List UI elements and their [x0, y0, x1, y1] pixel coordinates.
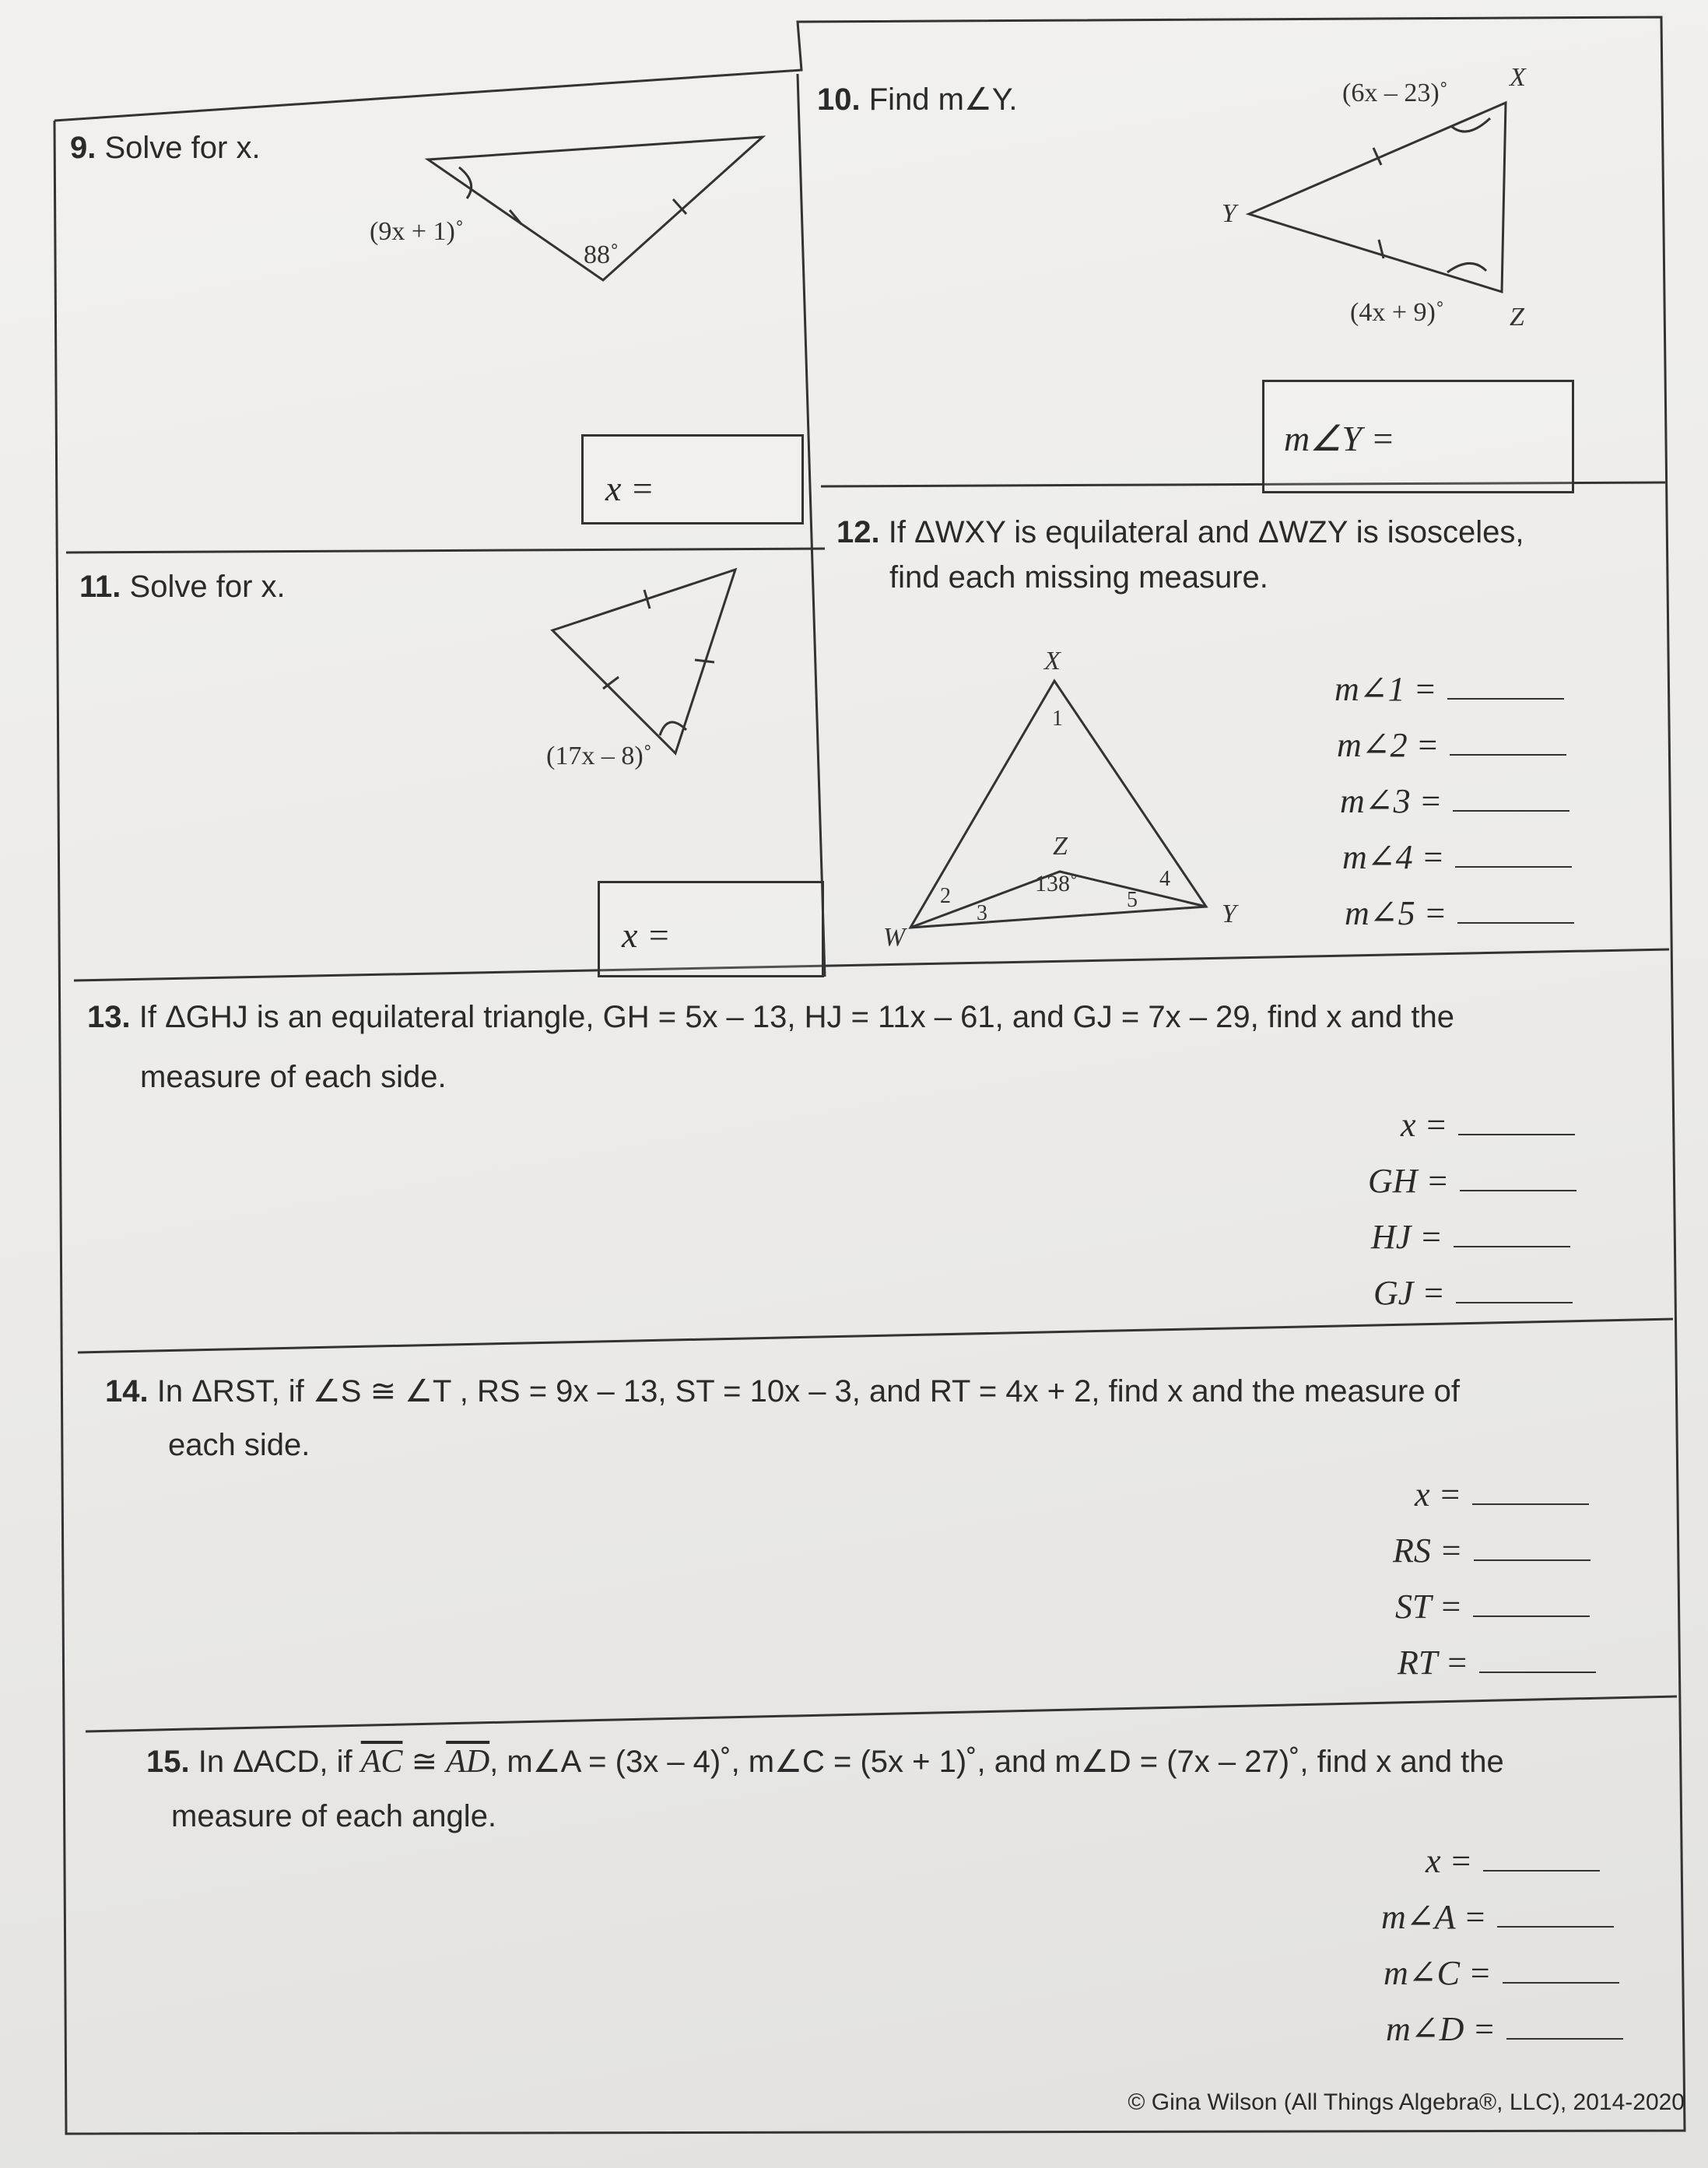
q11-answer-label: x = [622, 915, 671, 955]
q12-answer-1[interactable] [1334, 669, 1564, 709]
q12-answer-5[interactable] [1345, 893, 1574, 933]
q12-triangle-diagram [879, 638, 1253, 957]
q15-congruent: ≅ [411, 1745, 438, 1779]
q14-answer-rs-blank[interactable] [1474, 1552, 1591, 1561]
q12-answer-4[interactable] [1342, 837, 1572, 877]
q14-answer-rs-label: RS = [1393, 1531, 1463, 1570]
q15-answer-c-blank[interactable] [1503, 1974, 1619, 1984]
q10-prompt: Find m∠Y. [868, 82, 1018, 117]
q10-arc-bottom [1447, 263, 1486, 272]
q13-answer-gj-label: GJ = [1373, 1274, 1445, 1312]
q12-answer-1-blank[interactable] [1447, 690, 1564, 700]
q12-answer-3-blank[interactable] [1453, 802, 1569, 812]
q12-vertex-x: X [1044, 647, 1061, 675]
q11-tick-right [695, 660, 714, 662]
q11-triangle-diagram [537, 560, 763, 778]
q14-number: 14. [105, 1374, 149, 1408]
q9-answer-label: x = [605, 468, 654, 508]
q10-vertex-x: X [1510, 63, 1526, 92]
q10-triangle-diagram [1214, 62, 1541, 335]
q14-answer-st[interactable] [1395, 1587, 1590, 1626]
q14-answer-x-label: x = [1415, 1475, 1462, 1514]
q12-angle-3: 3 [977, 901, 987, 925]
q15-answer-c-label: m∠C = [1384, 1954, 1492, 1992]
q11-angle-label: (17x – 8)˚ [546, 742, 652, 770]
q14-answer-x[interactable] [1415, 1475, 1589, 1514]
q14-prompt-line1: In ΔRST, if ∠S ≅ ∠T , RS = 9x – 13, ST = 10x – 3, and RT = 4x + 2, find x and the measure of [156, 1374, 1461, 1408]
divider-row3 [78, 1319, 1673, 1352]
q13-answer-gh[interactable] [1368, 1161, 1576, 1201]
q15-answer-x-blank[interactable] [1483, 1862, 1600, 1872]
q10-angle-top: (6x – 23)˚ [1342, 79, 1448, 107]
divider-row2 [74, 949, 1669, 981]
q11-answer-box[interactable] [598, 881, 824, 977]
q9-triangle-diagram [327, 125, 794, 311]
q13-prompt-line2: measure of each side. [140, 1060, 447, 1094]
q15-answer-a-label: m∠A = [1381, 1898, 1487, 1936]
q13-answer-gj[interactable] [1373, 1273, 1573, 1313]
q12-number: 12. [836, 515, 880, 549]
q12-vertex-w: W [883, 923, 906, 952]
q13-prompt-line1-wrap [87, 1000, 1454, 1035]
q15-answer-x-label: x = [1426, 1842, 1473, 1880]
q13-answer-x-label: x = [1401, 1106, 1448, 1144]
q13-answer-x[interactable] [1401, 1105, 1575, 1145]
q13-number: 13. [87, 1000, 131, 1034]
q12-vertex-z: Z [1053, 832, 1068, 861]
q11-prompt: Solve for x. [129, 570, 286, 604]
q12-vertex-y: Y [1222, 900, 1236, 928]
q10-vertex-z: Z [1510, 303, 1524, 332]
q12-angle-given: 138˚ [1035, 871, 1078, 896]
q12-answer-4-blank[interactable] [1455, 858, 1572, 868]
q12-answer-2-label: m∠2 = [1337, 726, 1440, 764]
q12-angle-4: 4 [1159, 867, 1170, 891]
q15-answer-x[interactable] [1426, 1841, 1600, 1881]
divider-row1-left [66, 549, 825, 553]
q12-answer-3[interactable] [1340, 781, 1569, 821]
q12-angle-2: 2 [940, 884, 951, 908]
q9-angle-left: (9x + 1)˚ [370, 217, 465, 246]
q13-answer-hj[interactable] [1371, 1217, 1570, 1257]
q12-answer-2[interactable] [1337, 725, 1566, 765]
q10-answer-box[interactable] [1262, 380, 1574, 493]
q13-answer-hj-label: HJ = [1371, 1218, 1443, 1256]
q10-heading [817, 82, 1017, 118]
q15-answer-c[interactable] [1384, 1953, 1619, 1993]
q14-answer-x-blank[interactable] [1472, 1496, 1589, 1505]
q13-answer-x-blank[interactable] [1458, 1126, 1575, 1135]
q12-prompt-line1-wrap [836, 515, 1524, 550]
divider-vertical [798, 74, 825, 977]
q11-heading [79, 570, 286, 605]
q15-number: 15. [146, 1745, 190, 1779]
q15-answer-d-blank[interactable] [1506, 2030, 1623, 2040]
copyright-footer: © Gina Wilson (All Things Algebra®, LLC), 2014-2020 [1128, 2089, 1685, 2115]
q13-answer-gh-blank[interactable] [1460, 1182, 1576, 1191]
q15-answer-d[interactable] [1386, 2009, 1623, 2049]
q14-answer-rs[interactable] [1393, 1531, 1591, 1570]
q9-angle-bottom: 88˚ [584, 240, 619, 269]
q14-prompt-line1-wrap [105, 1373, 1460, 1409]
q12-angle-1: 1 [1052, 707, 1063, 731]
q12-answer-4-label: m∠4 = [1342, 838, 1445, 876]
q15-segment-ac: $\overline{AC}$ [360, 1744, 403, 1780]
q13-answer-gh-label: GH = [1368, 1162, 1450, 1200]
q10-answer-label: m∠Y = [1284, 419, 1395, 458]
q14-prompt-line2: each side. [168, 1428, 310, 1462]
q12-prompt-line1: If ΔWXY is equilateral and ΔWZY is isosceles, [888, 515, 1524, 549]
q9-answer-box[interactable] [581, 434, 804, 524]
q14-answer-st-label: ST = [1395, 1587, 1463, 1626]
q12-angle-5: 5 [1127, 888, 1138, 912]
q12-answer-5-blank[interactable] [1457, 914, 1574, 924]
q12-answer-3-label: m∠3 = [1340, 782, 1443, 820]
q15-answer-d-label: m∠D = [1386, 2010, 1496, 2048]
q11-number: 11. [79, 570, 121, 604]
q12-prompt-line2: find each missing measure. [889, 560, 1268, 595]
q9-heading [70, 131, 261, 166]
q15-segment-ad: $\overline{AD}$ [446, 1744, 490, 1780]
q14-answer-rt[interactable] [1398, 1643, 1596, 1682]
q12-answer-1-label: m∠1 = [1334, 670, 1437, 708]
q13-answer-hj-blank[interactable] [1454, 1238, 1570, 1247]
q14-answer-rt-label: RT = [1398, 1644, 1469, 1682]
q9-number: 9. [70, 131, 96, 165]
q10-vertex-y: Y [1222, 199, 1236, 228]
q14-answer-rt-blank[interactable] [1479, 1664, 1596, 1673]
q9-prompt: Solve for x. [104, 131, 261, 165]
q10-angle-bottom: (4x + 9)˚ [1350, 298, 1445, 327]
q12-answer-5-label: m∠5 = [1345, 894, 1447, 932]
divider-row4 [86, 1696, 1677, 1731]
q13-prompt-line1: If ΔGHJ is an equilateral triangle, GH = 5x – 13, HJ = 11x – 61, and GJ = 7x – 29, find x and the [139, 1000, 1454, 1034]
q15-answer-a-blank[interactable] [1497, 1918, 1614, 1928]
q15-prompt-line1-wrap [146, 1743, 1504, 1780]
q15-prompt-line2: measure of each angle. [171, 1799, 497, 1833]
q15-answer-a[interactable] [1381, 1897, 1614, 1937]
q12-answer-2-blank[interactable] [1450, 746, 1566, 756]
q15-prompt-in: In ΔACD, if [198, 1745, 352, 1779]
q13-answer-gj-blank[interactable] [1456, 1294, 1573, 1303]
q15-prompt-rest: , m∠A = (3x – 4)˚, m∠C = (5x + 1)˚, and m∠D = (7x – 27)˚, find x and the [489, 1745, 1504, 1779]
q14-answer-st-blank[interactable] [1473, 1608, 1590, 1617]
q10-number: 10. [817, 82, 861, 117]
